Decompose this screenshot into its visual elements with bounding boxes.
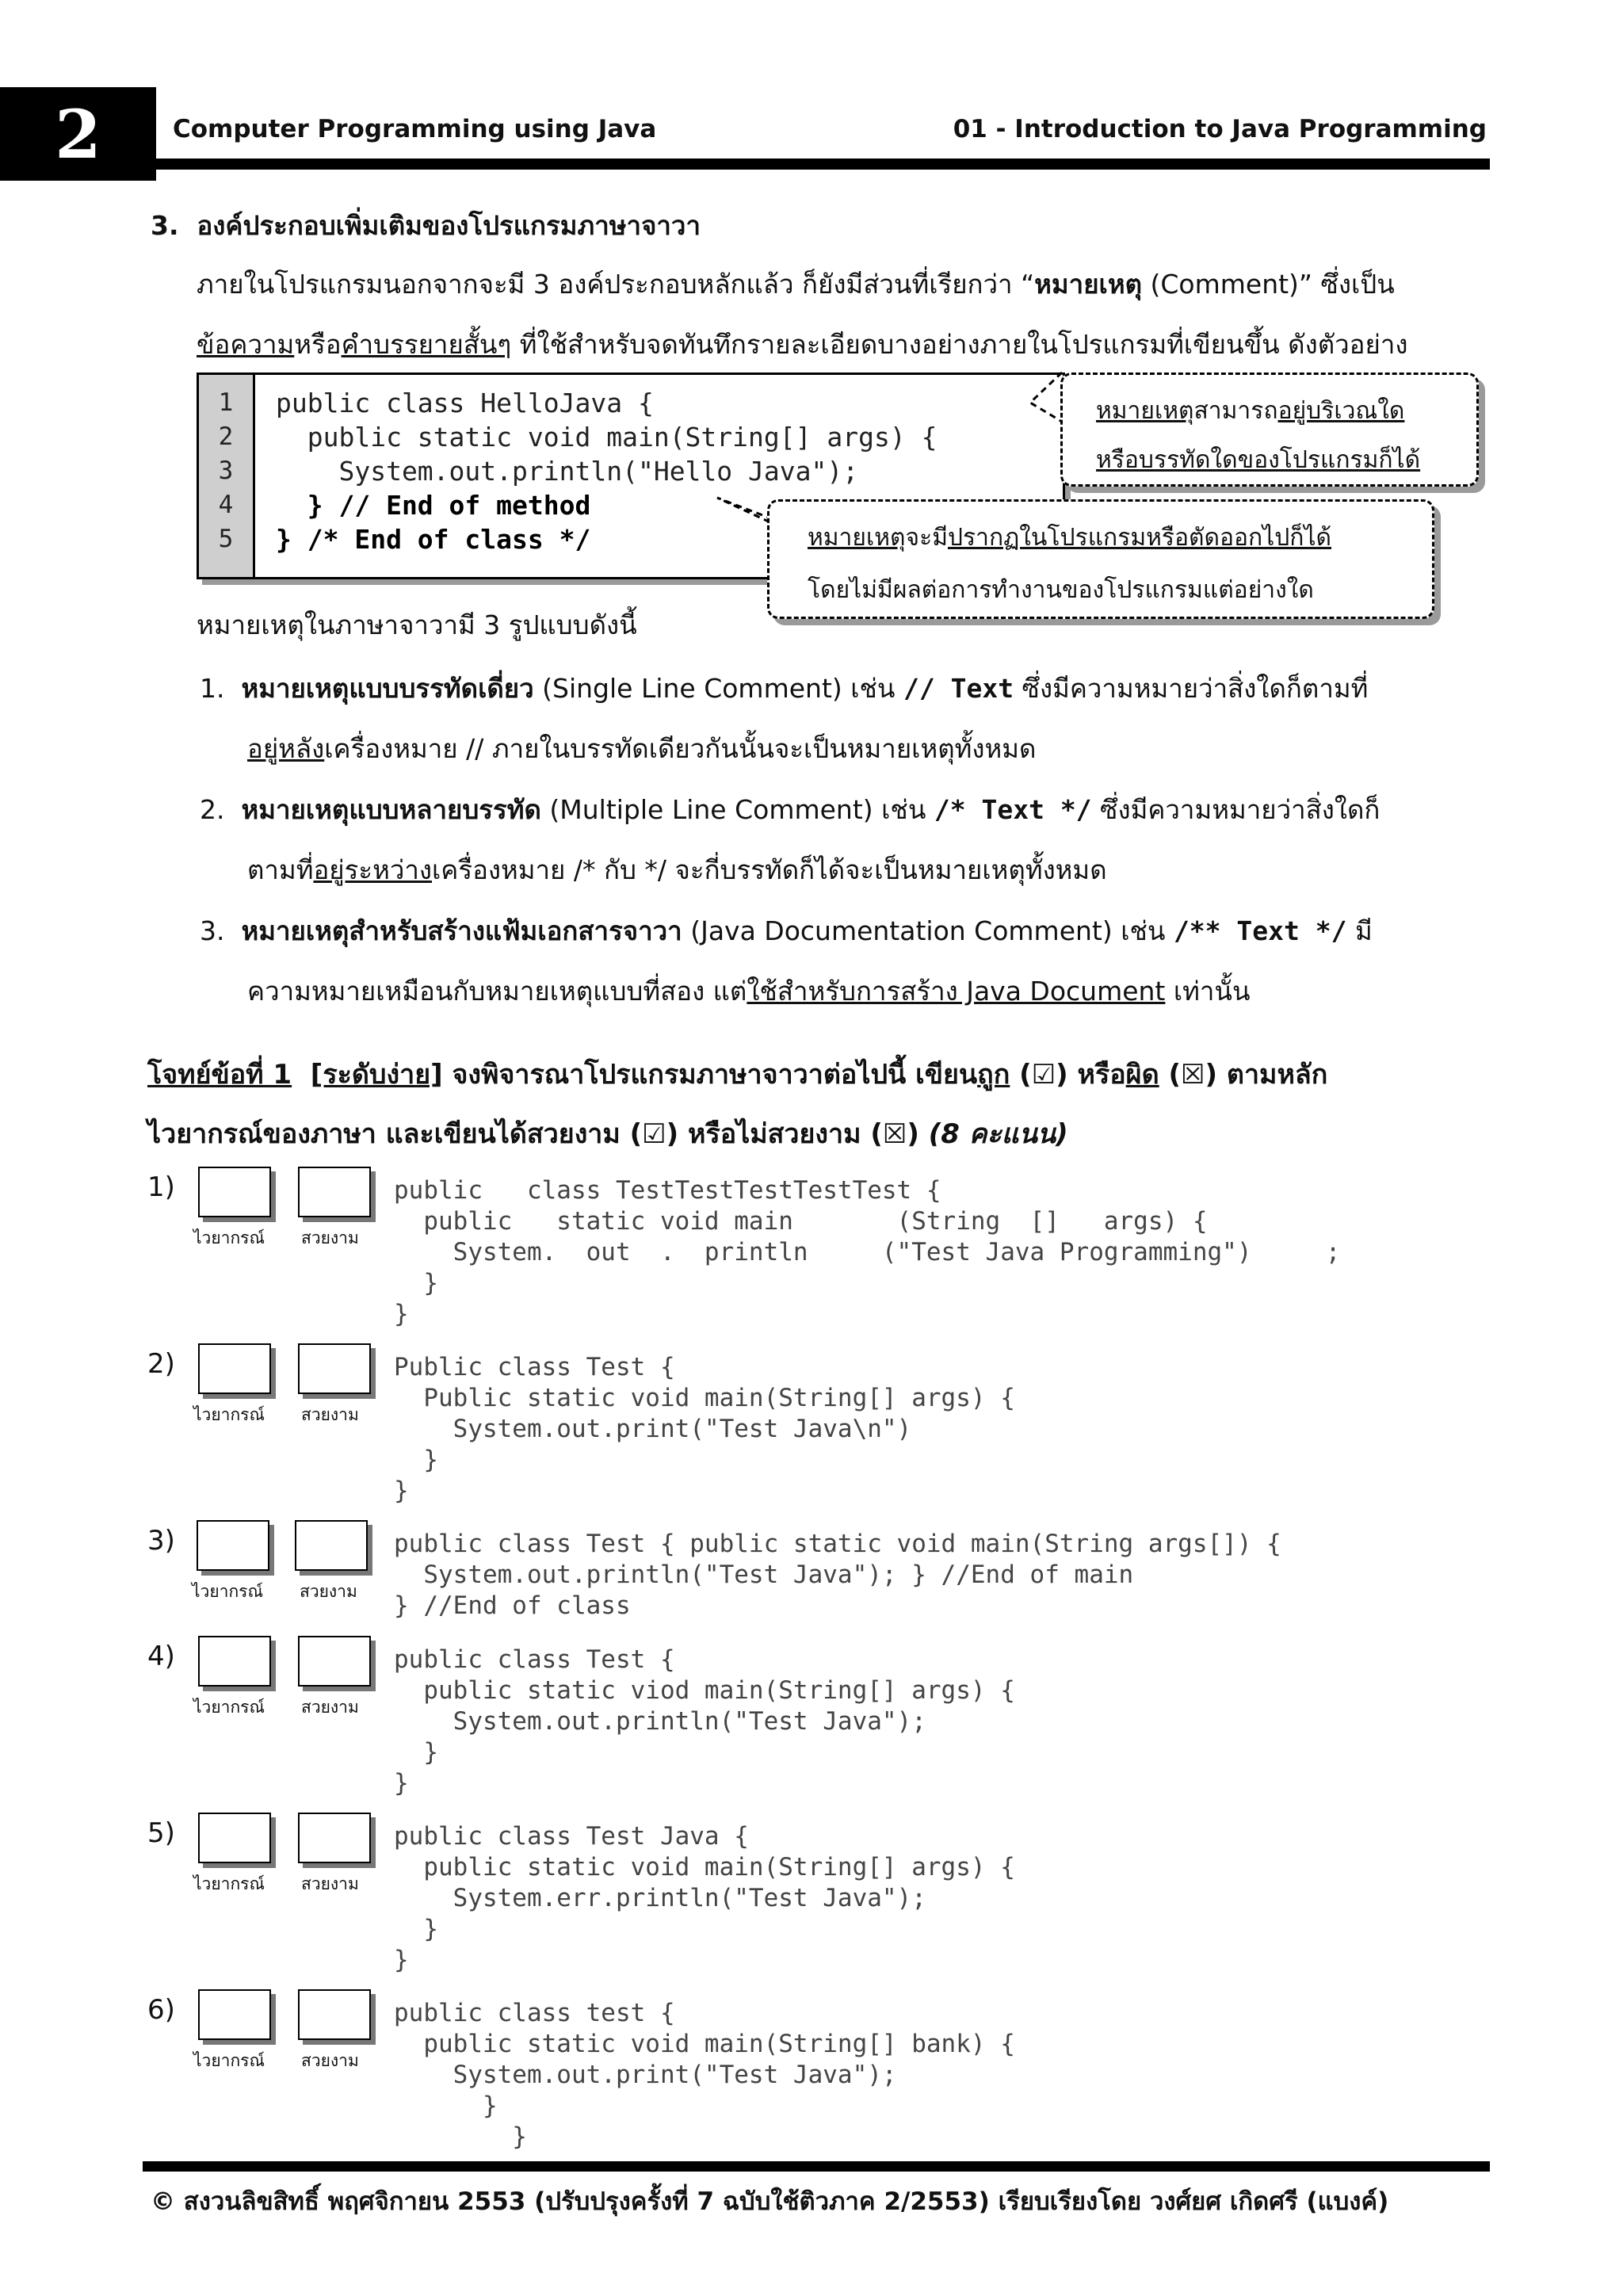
callout-bottom-what: ปรากฏในโปรแกรมหรือตัดออกไปก็ได้ <box>947 524 1332 552</box>
beauty-checkbox[interactable] <box>295 1520 368 1571</box>
item-title: หมายเหตุสำหรับสร้างแฟ้มเอกสารจาวา <box>241 915 682 946</box>
item-title: หมายเหตุแบบบรรทัดเดี่ยว <box>241 673 534 704</box>
grammar-label: ไวยากรณ์ <box>193 1698 265 1717</box>
problem-code: public class Test { public static viod main(String[] args) { System.out.println("Test Java"); } } <box>394 1645 1015 1797</box>
beauty-label: สวยงาม <box>301 1874 359 1893</box>
callout-bottom-term: หมายเหตุ <box>808 524 906 552</box>
item-line2-a: ตามที่ <box>247 854 314 885</box>
item-en: (Single Line Comment) เช่น <box>533 673 903 704</box>
exercise-heading-line2 <box>147 1112 1068 1155</box>
line-number: 5 <box>218 525 234 553</box>
callout-top-where: อยู่บริเวณใด <box>1277 397 1405 425</box>
item-underline: อยู่หลัง <box>247 733 325 764</box>
page-number: 2 <box>0 87 156 181</box>
item-code: // Text <box>903 673 1014 704</box>
code-line-comment: } // End of method <box>276 490 591 521</box>
grammar-label: ไวยากรณ์ <box>193 1874 265 1893</box>
problem-number: 6) <box>147 1994 175 2026</box>
beauty-label: สวยงาม <box>301 2051 359 2070</box>
exercise-question-d: ไวยากรณ์ของภาษา และเขียนได้สวยงาม (☑) หรือไม่สวยงาม (☒) <box>147 1118 929 1150</box>
item-en: (Multiple Line Comment) เช่น <box>540 794 934 825</box>
exercise-heading-line1 <box>147 1052 1327 1095</box>
callout-bottom-line1 <box>808 519 1331 556</box>
problem-code: public class Test { public static void main(String args[]) { System.out.println("Test Java"); } //End of main } //End of class <box>394 1530 1281 1620</box>
item-underline: อยู่ระหว่าง <box>313 854 432 885</box>
para1-comment-term: หมายเหตุ <box>1034 269 1143 300</box>
para2-short-desc: คำบรรยายสั้นๆ <box>341 329 512 360</box>
header-chapter-title: 01 - Introduction to Java Programming <box>953 115 1487 143</box>
comment-type-2-line1 <box>200 789 1380 831</box>
exercise-wrong: ผิด <box>1125 1059 1159 1091</box>
exercise-question-c: (☒) ตามหลัก <box>1159 1059 1328 1091</box>
footer-copyright: © สงวนลิขสิทธิ์ พฤศจิกายน 2553 (ปรับปรุงครั้งที่ 7 ฉบับใช้ติวภาค 2/2553) เรียบเรียงโดย วงศ์ยศ เกิดศรี (แบงค์) <box>151 2187 1389 2216</box>
para1-text-a: ภายในโปรแกรมนอกจากจะมี 3 องค์ประกอบหลักแล้ว ก็ยังมีส่วนที่เรียกว่า “ <box>197 269 1035 300</box>
para2-message: ข้อความ <box>197 329 295 360</box>
section-title: องค์ประกอบเพิ่มเติมของโปรแกรมภาษาจาวา <box>197 210 701 241</box>
callout-top-line1 <box>1096 392 1404 430</box>
beauty-checkbox[interactable] <box>298 1813 371 1863</box>
problem-code: Public class Test { Public static void main(String[] args) { System.out.print("Test Java\n") } } <box>394 1353 1015 1505</box>
exercise-question-b: (☑) หรือ <box>1010 1059 1126 1091</box>
item-line2-rest: เครื่องหมาย // ภายในบรรทัดเดียวกันนั้นจะเป็นหมายเหตุทั้งหมด <box>324 733 1037 764</box>
grammar-checkbox[interactable] <box>198 1636 271 1687</box>
item-en: (Java Documentation Comment) เช่น <box>682 915 1174 946</box>
item-rest: มี <box>1346 915 1373 946</box>
exercise-correct: ถูก <box>977 1059 1010 1091</box>
item-line2-a: ความหมายเหมือนกับหมายเหตุแบบที่สอง แต่ <box>247 976 747 1007</box>
item-rest: ซึ่งมีความหมายว่าสิ่งใดก็ <box>1091 794 1381 825</box>
beauty-label: สวยงาม <box>301 1228 359 1247</box>
problem-code: public class Test Java { public static void main(String[] args) { System.err.println("Test Java"); } } <box>394 1822 1015 1974</box>
item-code: /* Text */ <box>934 794 1092 825</box>
code-line: System.out.println("Hello Java"); <box>276 456 859 487</box>
exercise-level: [ระดับง่าย] <box>310 1059 443 1091</box>
problem-code: public class test { public static void main(String[] bank) { System.out.print("Test Java"); } } <box>394 1999 1015 2151</box>
section-number: 3. <box>151 210 179 241</box>
grammar-label: ไวยากรณ์ <box>193 1405 265 1424</box>
item-line2-rest: เท่านั้น <box>1165 976 1251 1007</box>
problem-number: 3) <box>147 1525 175 1557</box>
callout-top-term: หมายเหตุ <box>1096 397 1194 425</box>
callout-bottom-line2: โดยไม่มีผลต่อการทำงานของโปรแกรมแต่อย่างใด <box>808 576 1314 604</box>
line-number: 2 <box>218 422 234 451</box>
code-line: public static void main(String[] args) { <box>276 422 938 453</box>
comment-type-3-line2 <box>247 970 1251 1012</box>
para2-or: หรือ <box>294 329 342 360</box>
beauty-label: สวยงาม <box>301 1405 359 1424</box>
line-number: 1 <box>218 388 234 417</box>
problem-number: 4) <box>147 1641 175 1672</box>
comment-type-2-line2 <box>247 849 1107 891</box>
grammar-checkbox[interactable] <box>197 1520 269 1571</box>
beauty-checkbox[interactable] <box>298 1989 371 2040</box>
para2-rest: ที่ใช้สำหรับจดทันทึกรายละเอียดบางอย่างภายในโปรแกรมที่เขียนขึ้น ดังตัวอย่าง <box>511 329 1408 360</box>
callout-bottom <box>767 499 1434 619</box>
beauty-checkbox[interactable] <box>298 1167 371 1217</box>
comment-type-1-line2 <box>247 728 1036 770</box>
code-line: public class HelloJava { <box>276 388 654 418</box>
problem-code: public class TestTestTestTestTest { public static void main (String [] args) { System. out . println ("Test Java Programming") ; } } <box>394 1176 1341 1328</box>
grammar-label: ไวยากรณ์ <box>192 1582 263 1601</box>
line-number: 3 <box>218 457 234 485</box>
callout-top <box>1060 372 1479 487</box>
item-number: 2. <box>200 794 225 825</box>
problem-number: 5) <box>147 1817 175 1849</box>
problem-number: 1) <box>147 1171 175 1203</box>
beauty-checkbox[interactable] <box>298 1343 371 1394</box>
beauty-label: สวยงาม <box>300 1582 357 1601</box>
para1-text-c: (Comment)” ซึ่งเป็น <box>1142 269 1395 300</box>
comment-types-intro: หมายเหตุในภาษาจาวามี 3 รูปแบบดังนี้ <box>197 609 637 640</box>
grammar-label: ไวยากรณ์ <box>193 2051 265 2070</box>
callout-bottom-verb: จะมี <box>905 524 948 552</box>
item-rest: ซึ่งมีความหมายว่าสิ่งใดก็ตามที่ <box>1014 673 1369 704</box>
code-line-comment: } /* End of class */ <box>276 524 591 555</box>
grammar-label: ไวยากรณ์ <box>193 1228 265 1247</box>
exercise-question-a: จงพิจารณาโปรแกรมภาษาจาวาต่อไปนี้ เขียน <box>442 1059 978 1091</box>
exercise-label: โจทย์ข้อที่ 1 <box>147 1059 292 1091</box>
comment-type-1-line1 <box>200 667 1368 709</box>
item-line2-rest: เครื่องหมาย /* กับ */ จะกี่บรรทัดก็ได้จะเป็นหมายเหตุทั้งหมด <box>432 854 1107 885</box>
beauty-label: สวยงาม <box>301 1698 359 1717</box>
callout-top-verb: สามารถ <box>1193 397 1278 425</box>
comment-type-3-line1 <box>200 910 1373 952</box>
item-code: /** Text */ <box>1173 915 1347 946</box>
callout-top-line2: หรือบรรทัดใดของโปรแกรมก็ได้ <box>1096 446 1421 474</box>
beauty-checkbox[interactable] <box>298 1636 371 1687</box>
footer-rule <box>143 2161 1490 2172</box>
item-underline: ใช้สำหรับการสร้าง Java Document <box>747 976 1166 1007</box>
item-number: 3. <box>200 915 225 946</box>
item-number: 1. <box>200 673 225 704</box>
grammar-checkbox[interactable] <box>198 1343 271 1394</box>
grammar-checkbox[interactable] <box>198 1167 271 1217</box>
item-title: หมายเหตุแบบหลายบรรทัด <box>241 794 541 825</box>
grammar-checkbox[interactable] <box>198 1989 271 2040</box>
line-number: 4 <box>218 491 234 519</box>
problem-number: 2) <box>147 1348 175 1380</box>
header-book-title: Computer Programming using Java <box>173 115 657 143</box>
exercise-score: (8 คะแนน) <box>928 1118 1068 1150</box>
grammar-checkbox[interactable] <box>198 1813 271 1863</box>
